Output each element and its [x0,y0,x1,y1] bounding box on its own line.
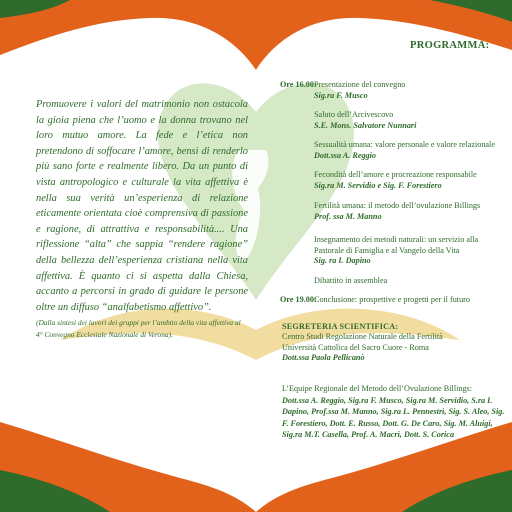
team-intro: L’Equipe Regionale del Metodo dell’Ovulazione Billings: [282,384,473,393]
secretary-line: Università Cattolica del Sacro Cuore - Roma [282,342,429,352]
secretary-person: Dott.ssa Paola Pellicanò [282,352,365,362]
program-topic: Presentazione del convegno [314,80,406,89]
program-topic: Insegnamento dei metodi naturali: un servizio alla Pastorale di Famiglia e al Vangelo della Vita [314,235,479,255]
program-item [280,80,505,101]
program-topic: Fecondità dell’amore e procreazione responsabile [314,170,477,179]
program-item [280,170,505,191]
quote-block [36,97,248,341]
program-item [280,201,505,222]
program-topic: Dibattito in assemblea [314,276,388,285]
program-speaker: Sig.ra F. Musco [314,90,368,100]
program-speaker: Sig. ra I. Dapino [314,256,371,266]
program-speaker: S.E. Mons. Salvatore Nunnari [314,120,417,130]
program-title: PROGRAMMA: [410,40,490,51]
program-topic: Saluto dell’Arcivescovo [314,110,394,119]
program-speaker: Dott.ssa A. Reggio [314,150,377,160]
program-item [280,140,505,161]
secretary-block [282,322,512,363]
program-topic: Conclusione: prospettive e progetti per il futuro [314,295,470,304]
team-block [282,383,512,441]
quote-source: (Dalla sintesi dei lavori dei gruppi per l’ambito della vita affettiva al 4° Convegno Ecclesiale Nazionale di Verona). [36,318,241,340]
secretary-title: SEGRETERIA SCIENTIFICA: [282,322,399,331]
program-speaker: Sig.ra M. Servidio e Sig. F. Forestiero [314,180,442,190]
team-members: Dott.ssa A. Reggio, Sig.ra F. Musco, Sig.ra M. Servidio, S.ra I. Dapino, Prof.ssa M. Manno, Sig.ra L. Pennestrì, Sig. S. Aleo, Sig. F. Forestiero, Dott. E. Russo, Dott. G. De Caro, Sig. M. Aluigi, Sig.ra M.T. Casella, Prof. A. Macrì, Dott. S. Corica [282,395,505,440]
quote-text: Promuovere i valori del matrimonio non ostacola la gioia piena che l’uomo e la donna trovano nel loro mutuo amore. La fede e l’etica non pretendono di soffocare l’amore, bensì di renderlo più sano forte e realmente libero. Da un punto di vista antropologico e culturale la vita affettiva è nella sua verità un’esperienza di relazione eticamente orientata cioè comprensiva di passione e ragione, di attrattiva e responsabilità.... Una riflessione “alta” che sappia “rendere ragione” della bellezza dell’esperienza cristiana nella vita affettiva. È quanto ci si aspetta dalla Chiesa, accanto a percorsi in grado di guidare le persone oltre un diffuso “analfabetismo affettivo”. [36,99,248,313]
program-item [280,235,505,267]
program-time: Ore 19.00: [280,295,317,304]
program-item [280,276,505,287]
program-topic: Fertilità umana: il metodo dell’ovulazione Billings [314,201,481,210]
program-item [280,295,505,306]
program-time: Ore 16.00: [280,80,317,89]
top-orange-band [0,0,512,70]
secretary-line: Centro Studi Regolazione Naturale della Fertilità [282,332,443,342]
program-item [280,110,505,131]
program-speaker: Prof. ssa M. Manno [314,211,382,221]
program-topic: Sessualità umana: valore personale e valore relazionale [314,140,495,149]
